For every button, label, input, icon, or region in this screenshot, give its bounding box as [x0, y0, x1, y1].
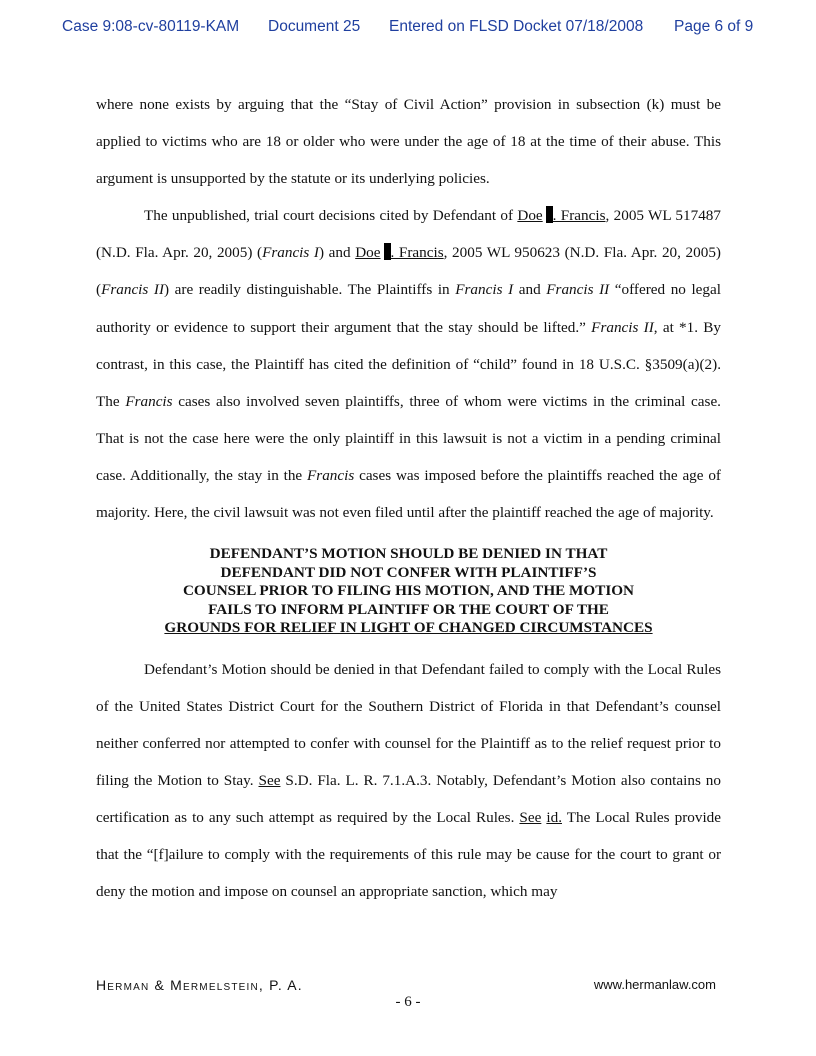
- case-citation: [517, 207, 605, 224]
- document-number: Document 25: [268, 18, 361, 35]
- heading-line: DEFENDANT’S MOTION SHOULD BE DENIED IN THAT: [209, 545, 608, 563]
- page-count: Page 6 of 9: [674, 18, 754, 35]
- docket-entry: Entered on FLSD Docket 07/18/2008: [389, 18, 644, 35]
- short-cite: Francis: [125, 392, 173, 410]
- text-run: , 2005 WL 517487 (N.D. Fla. Apr. 20, 2005) (: [96, 207, 721, 262]
- text-run: The unpublished, trial court decisions cited by Defendant of: [144, 207, 518, 225]
- case-name-doe: Doe: [355, 244, 381, 262]
- case-name-francis: . Francis: [390, 244, 444, 262]
- short-cite: Francis: [307, 466, 355, 484]
- short-cite: Francis I: [455, 281, 514, 299]
- case-name-doe: Doe: [517, 207, 543, 225]
- text-run: S.D. Fla. L. R. 7.1.A.3. Notably, Defendant’s Motion also contains no certification as to any such attempt as required by the Local Rules.: [96, 771, 721, 826]
- signal-see: See: [258, 771, 281, 789]
- heading-line: DEFENDANT DID NOT CONFER WITH PLAINTIFF’S: [220, 563, 597, 581]
- firm-website[interactable]: www.hermanlaw.com: [593, 977, 716, 992]
- text-run: , 2005 WL 950623 (N.D. Fla. Apr. 20, 2005) (: [96, 244, 721, 299]
- document-body: [96, 86, 721, 910]
- paragraph-continued: where none exists by arguing that the “Stay of Civil Action” provision in subsection (k) must be applied to victims who are 18 or older who were under the age of 18 at the time of their abuse. This argument is unsupported by the statute or its underlying policies.: [96, 96, 721, 188]
- signal-see: See: [519, 809, 542, 826]
- text-run: ) are readily distinguishable. The Plaintiffs in: [164, 281, 456, 299]
- redaction-block: [546, 206, 553, 223]
- paragraph-francis: [96, 197, 721, 531]
- paragraph-local-rules: [96, 651, 721, 911]
- redaction-block: [384, 243, 391, 260]
- text-run: cases also involved seven plaintiffs, three of whom were victims in the criminal case. That is not the case here were the only plaintiff in this lawsuit is not a victim in a pending criminal case. Additionally, the stay in the: [96, 392, 721, 484]
- text-run: , at *1. By contrast, in this case, the Plaintiff has cited the definition of “child” found in 18 U.S.C. §3509(a)(2). The: [96, 318, 721, 410]
- text-run: Defendant’s Motion should be denied in that Defendant failed to comply with the Local Rules of the United States District Court for the Southern District of Florida in that Defendant’s counsel neither conferred nor attempted to confer with counsel for the Plaintiff as to the relief request prior to filing the Motion to Stay.: [96, 660, 721, 789]
- text-run: The Local Rules provide that the “[f]ailure to comply with the requirements of this rule may be cause for the court to grant or deny the motion and impose on counsel an appropriate sanction, which may: [96, 809, 721, 901]
- heading-line: COUNSEL PRIOR TO FILING HIS MOTION, AND THE MOTION: [182, 582, 635, 600]
- text-run: and: [513, 281, 547, 299]
- short-cite: Francis II: [591, 318, 654, 336]
- page-number: - 6 -: [395, 994, 421, 1010]
- short-cite: Francis I: [262, 244, 319, 262]
- section-heading: [96, 545, 721, 638]
- text-run: ) and: [318, 244, 356, 262]
- case-citation: [355, 244, 443, 261]
- heading-line: FAILS TO INFORM PLAINTIFF OR THE COURT OF THE: [208, 600, 609, 618]
- signal-id: id.: [546, 809, 562, 826]
- firm-name: Herman & Mermelstein, P. A.: [96, 977, 303, 993]
- text-run: “offered no legal authority or evidence to support their argument that the stay should be lifted.”: [96, 281, 721, 336]
- short-cite: Francis II: [546, 281, 610, 299]
- heading-line: GROUNDS FOR RELIEF IN LIGHT OF CHANGED CIRCUMSTANCES: [164, 619, 653, 637]
- case-name-francis: . Francis: [552, 207, 606, 225]
- case-number: Case 9:08-cv-80119-KAM: [62, 18, 240, 35]
- short-cite: Francis II: [101, 281, 165, 299]
- text-run: cases was imposed before the plaintiffs reached the age of majority. Here, the civil lawsuit was not even filed until after the plaintiff reached the age of majority.: [96, 466, 721, 522]
